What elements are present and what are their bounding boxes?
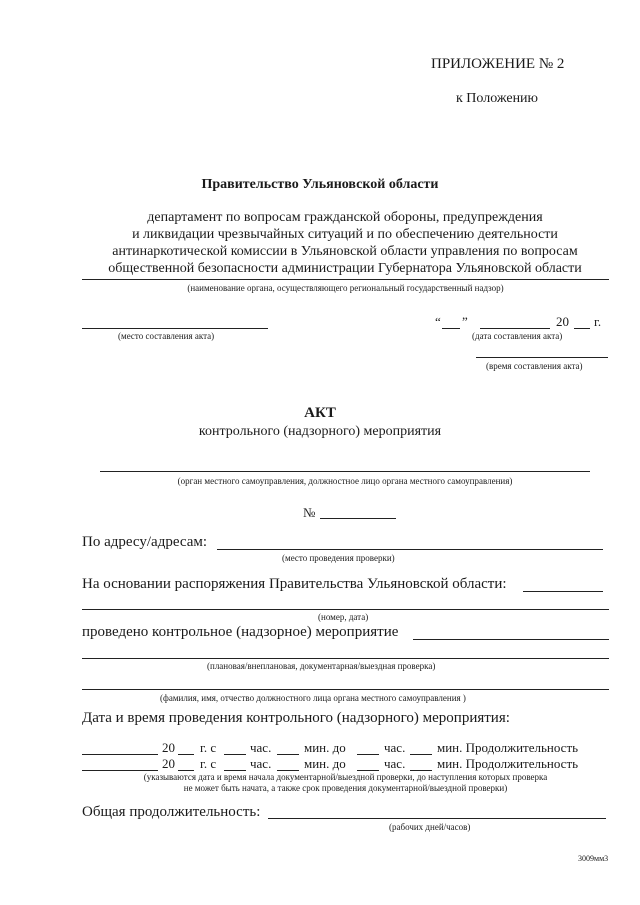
start-year-prefix: 20 [162,740,175,755]
number-label: № [303,505,316,520]
start-hour-field[interactable] [224,754,246,755]
start-minutes-to-label: мин. до [304,740,346,755]
conducted-label: проведено контрольное (надзорное) мероприятие [82,624,399,640]
start-year-field-2[interactable] [178,770,194,771]
address-field[interactable] [217,549,603,550]
department-line-4: общественной безопасности администрации Губернатора Ульяновской области [108,261,582,276]
conducted-field-2[interactable] [82,658,609,659]
basis-caption: (номер, дата) [318,612,369,622]
date-month-field[interactable] [480,328,550,329]
total-label: Общая продолжительность: [82,804,261,820]
basis-field[interactable] [523,591,603,592]
address-label: По адресу/адресам: [82,534,208,550]
body-caption: (орган местного самоуправления, должностное лицо органа местного самоуправления) [177,476,513,486]
basis-label: На основании распоряжения Правительства Ульяновской области: [82,576,507,592]
end-hour-label: час. [384,740,406,755]
end-hour-field[interactable] [357,754,379,755]
start-date-field-2[interactable] [82,770,158,771]
conducted-caption: (плановая/внеплановая, документарная/выездная проверка) [207,661,436,671]
date-caption: (дата составления акта) [472,331,563,341]
department-line-2: и ликвидации чрезвычайных ситуаций и по обеспечению деятельности [132,227,558,242]
start-minute-field-2[interactable] [277,770,299,771]
start-hour-field-2[interactable] [224,770,246,771]
conducted-field[interactable] [413,639,609,640]
end-hour-field-2[interactable] [357,770,379,771]
start-from-label: г. с [200,740,217,755]
duration-label: мин. Продолжительность [437,740,579,755]
place-field[interactable] [82,328,268,329]
official-field[interactable] [82,689,609,690]
official-caption: (фамилия, имя, отчество должностного лица органа местного самоуправления ) [160,693,466,703]
start-hour-label-2: час. [250,756,272,771]
datetime-caption-2: не может быть начата, а также срок проведения документарной/выездной проверки) [183,783,508,793]
datetime-caption-1: (указываются дата и время начала документарной/выездной проверки, до наступления которых проверка [143,772,548,782]
act-title: АКТ [304,405,336,421]
date-year-suffix: г. [594,314,602,329]
time-caption: (время составления акта) [486,361,583,371]
start-from-label-2: г. с [200,756,217,771]
department-line-1: департамент по вопросам гражданской обороны, предупреждения [147,210,543,225]
time-field[interactable] [476,357,608,358]
start-hour-label: час. [250,740,272,755]
department-line-3: антинаркотической комиссии в Ульяновской области управления по вопросам [112,244,578,259]
date-quote-open: “ [435,314,441,329]
act-subtitle: контрольного (надзорного) мероприятия [198,424,442,439]
footer-code: 3009мм3 [578,854,609,863]
start-year-field[interactable] [178,754,194,755]
start-year-prefix-2: 20 [162,756,175,771]
end-minute-field-2[interactable] [410,770,432,771]
start-minute-field[interactable] [277,754,299,755]
place-caption: (место составления акта) [118,331,215,341]
appendix-number: ПРИЛОЖЕНИЕ № 2 [431,56,565,72]
duration-label-2: мин. Продолжительность [437,756,579,771]
start-minutes-to-label-2: мин. до [304,756,346,771]
date-year-prefix: 20 [556,314,569,329]
start-date-field[interactable] [82,754,158,755]
basis-field-2[interactable] [82,609,609,610]
date-year-field[interactable] [574,328,590,329]
total-caption: (рабочих дней/часов) [389,822,471,832]
to-regulation: к Положению [456,91,539,106]
number-field[interactable] [320,518,396,519]
end-hour-label-2: час. [384,756,406,771]
body-field[interactable] [100,471,590,472]
total-field[interactable] [268,818,606,819]
end-minute-field[interactable] [410,754,432,755]
department-underline [82,279,609,280]
datetime-label: Дата и время проведения контрольного (надзорного) мероприятия: [82,710,510,726]
date-day-field[interactable] [442,328,460,329]
address-caption: (место проведения проверки) [282,553,395,563]
government-title: Правительство Ульяновской области [201,177,439,192]
department-caption: (наименование органа, осуществляющего региональный государственный надзор) [187,283,504,293]
date-quote-close: ” [462,314,468,329]
